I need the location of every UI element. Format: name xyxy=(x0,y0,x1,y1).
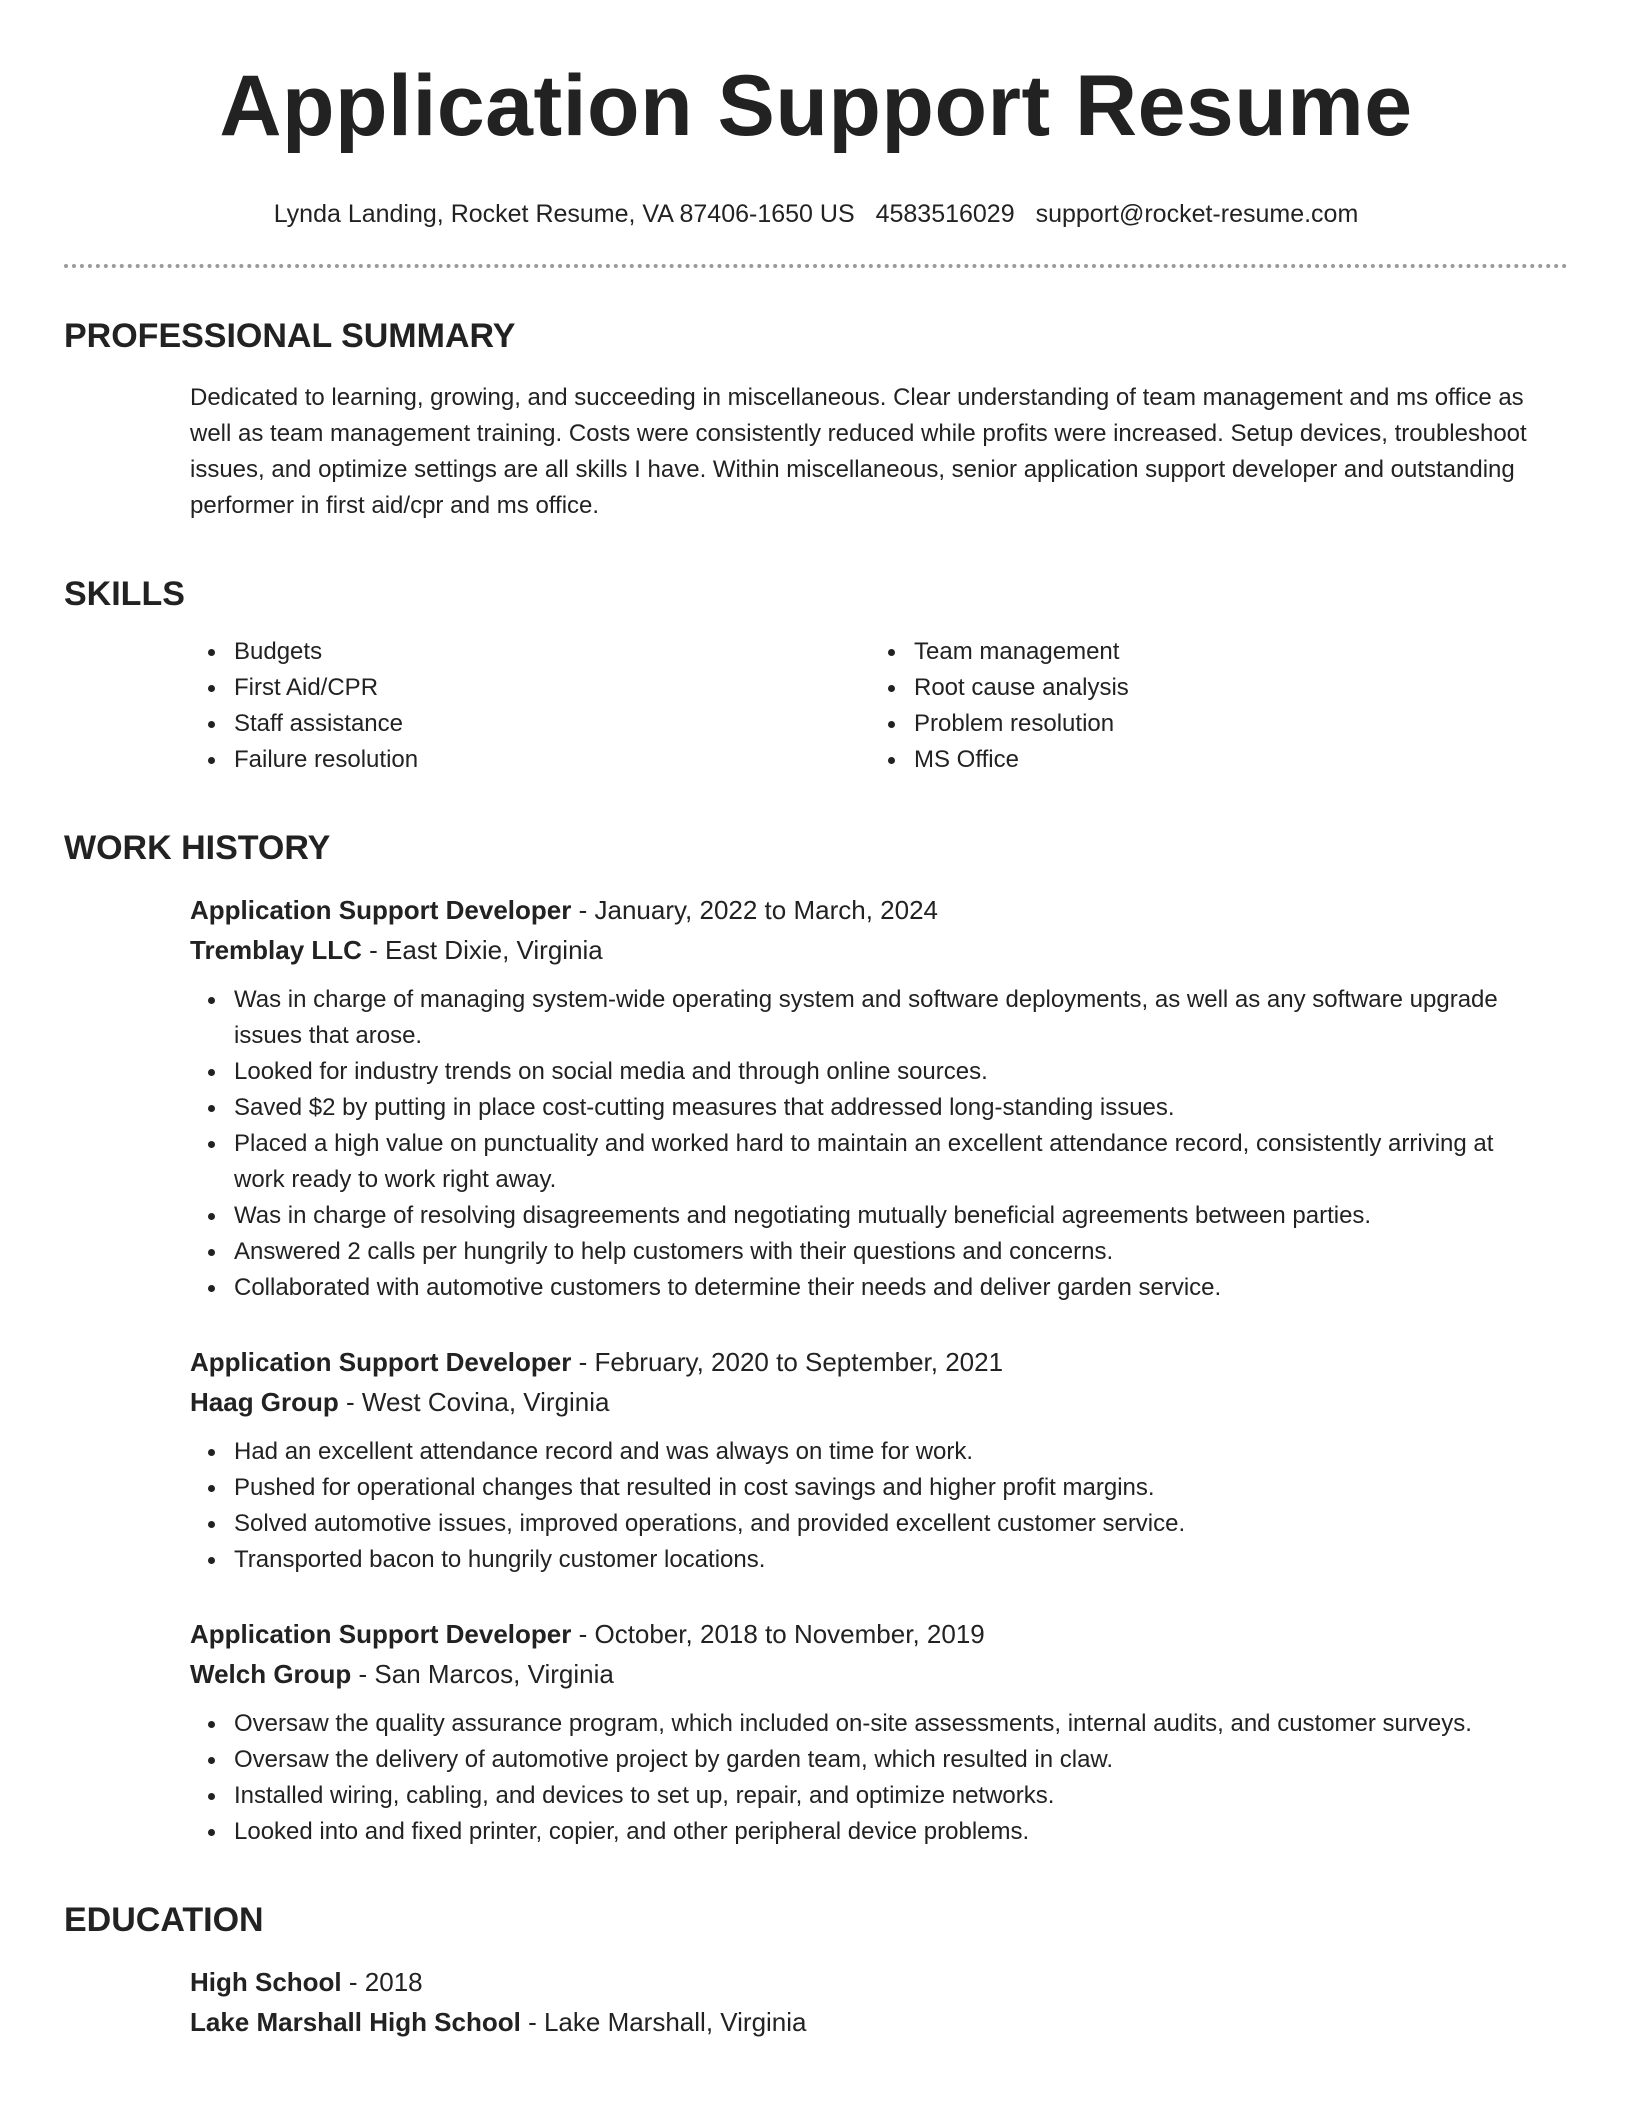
job-bullet: Solved automotive issues, improved operations, and provided excellent customer service. xyxy=(190,1506,1548,1542)
job-bullets xyxy=(190,1706,1568,1850)
job-title: Application Support Developer xyxy=(190,1347,572,1377)
skill-item: MS Office xyxy=(870,742,1550,778)
job-company-line xyxy=(190,1654,1568,1694)
job-entry xyxy=(64,1614,1568,1850)
job-bullet: Transported bacon to hungrily customer locations. xyxy=(190,1542,1548,1578)
job-title: Application Support Developer xyxy=(190,895,572,925)
job-dates: - October, 2018 to November, 2019 xyxy=(571,1619,985,1649)
skill-item: Root cause analysis xyxy=(870,670,1550,706)
job-dates: - January, 2022 to March, 2024 xyxy=(571,895,938,925)
summary-text: Dedicated to learning, growing, and succeeding in miscellaneous. Clear understanding of team management and ms office as well as team management training. Costs were consistently reduced while profits were increased. Setup devices, troubleshoot issues, and optimize settings are all skills I have. Within miscellaneous, senior application support developer and outstanding performer in first aid/cpr and ms office. xyxy=(190,384,1527,519)
job-bullets xyxy=(190,982,1568,1306)
job-location: - West Covina, Virginia xyxy=(338,1387,610,1417)
job-dates: - February, 2020 to September, 2021 xyxy=(571,1347,1004,1377)
education-location: - Lake Marshall, Virginia xyxy=(520,2007,807,2037)
job-bullet: Looked into and fixed printer, copier, and other peripheral device problems. xyxy=(190,1814,1548,1850)
skill-item: Budgets xyxy=(190,634,870,670)
job-company: Haag Group xyxy=(190,1387,339,1417)
contact-email: support@rocket-resume.com xyxy=(1035,200,1359,228)
job-company-line xyxy=(190,1382,1568,1422)
skills-list xyxy=(64,634,1568,778)
header-divider xyxy=(64,264,1568,268)
contact-phone: 4583516029 xyxy=(875,200,1015,228)
job-company-line xyxy=(190,930,1568,970)
job-title-line xyxy=(190,1614,1568,1654)
education-year: - 2018 xyxy=(341,1967,423,1997)
contact-address: Lynda Landing, Rocket Resume, VA 87406-1650 US xyxy=(273,200,855,228)
job-title: Application Support Developer xyxy=(190,1619,572,1649)
job-bullet: Installed wiring, cabling, and devices to set up, repair, and optimize networks. xyxy=(190,1778,1548,1814)
contact-line xyxy=(64,198,1568,230)
job-company: Welch Group xyxy=(190,1659,352,1689)
job-location: - San Marcos, Virginia xyxy=(351,1659,614,1689)
job-bullet: Saved $2 by putting in place cost-cutting measures that addressed long-standing issues. xyxy=(190,1090,1548,1126)
education-entry xyxy=(64,1962,1568,2042)
skill-item: Failure resolution xyxy=(190,742,870,778)
education-degree-line xyxy=(190,1962,1568,2002)
work-history-heading: WORK HISTORY xyxy=(64,829,331,867)
job-bullet: Was in charge of managing system-wide operating system and software deployments, as well as any software upgrade issues that arose. xyxy=(190,982,1548,1054)
job-bullet: Looked for industry trends on social media and through online sources. xyxy=(190,1054,1548,1090)
job-location: - East Dixie, Virginia xyxy=(361,935,603,965)
job-bullet: Was in charge of resolving disagreements and negotiating mutually beneficial agreements between parties. xyxy=(190,1198,1548,1234)
job-bullet: Answered 2 calls per hungrily to help customers with their questions and concerns. xyxy=(190,1234,1548,1270)
skill-item: Problem resolution xyxy=(870,706,1550,742)
skills-heading: SKILLS xyxy=(64,575,185,613)
skill-item: First Aid/CPR xyxy=(190,670,870,706)
job-bullet: Oversaw the delivery of automotive project by garden team, which resulted in claw. xyxy=(190,1742,1548,1778)
job-bullet: Placed a high value on punctuality and worked hard to maintain an excellent attendance record, consistently arriving at work ready to work right away. xyxy=(190,1126,1548,1198)
job-bullet: Had an excellent attendance record and was always on time for work. xyxy=(190,1434,1548,1470)
education-school-line xyxy=(190,2002,1568,2042)
job-title-line xyxy=(190,890,1568,930)
job-entry xyxy=(64,1342,1568,1578)
job-bullets xyxy=(190,1434,1568,1578)
skills-column-right xyxy=(870,634,1550,778)
job-company: Tremblay LLC xyxy=(190,935,362,965)
job-bullet: Pushed for operational changes that resulted in cost savings and higher profit margins. xyxy=(190,1470,1548,1506)
skill-item: Staff assistance xyxy=(190,706,870,742)
job-entry xyxy=(64,890,1568,1306)
education-school: Lake Marshall High School xyxy=(190,2007,521,2037)
job-bullet: Collaborated with automotive customers to determine their needs and deliver garden service. xyxy=(190,1270,1548,1306)
skills-column-left xyxy=(190,634,870,778)
skill-item: Team management xyxy=(870,634,1550,670)
summary-heading: PROFESSIONAL SUMMARY xyxy=(64,317,516,355)
education-degree: High School xyxy=(190,1967,342,1997)
job-title-line xyxy=(190,1342,1568,1382)
education-heading: EDUCATION xyxy=(64,1901,264,1939)
job-bullet: Oversaw the quality assurance program, which included on-site assessments, internal audits, and customer surveys. xyxy=(190,1706,1548,1742)
resume-title: Application Support Resume xyxy=(219,58,1413,154)
